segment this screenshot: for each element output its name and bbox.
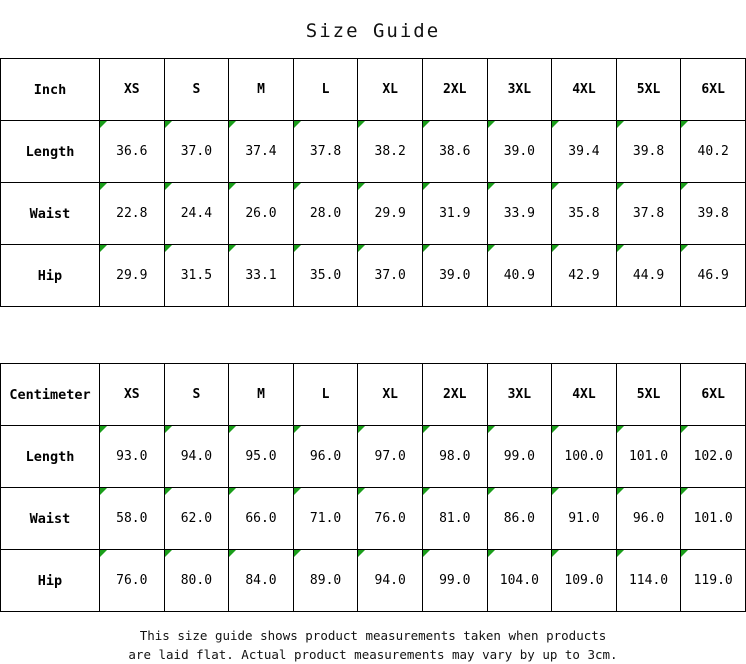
table-cell: 76.0 bbox=[100, 550, 165, 612]
table-cell: 29.9 bbox=[100, 245, 165, 307]
table-cell: 94.0 bbox=[358, 550, 423, 612]
table-cell: 37.0 bbox=[164, 121, 229, 183]
table-cell: 86.0 bbox=[487, 488, 552, 550]
table-cell: 58.0 bbox=[100, 488, 165, 550]
table-cell: 96.0 bbox=[293, 426, 358, 488]
table-cell: 101.0 bbox=[681, 488, 746, 550]
table-cell: 84.0 bbox=[229, 550, 294, 612]
table-cell: 100.0 bbox=[552, 426, 617, 488]
table-row bbox=[1, 550, 746, 612]
table-cell: 24.4 bbox=[164, 183, 229, 245]
table-cell: 101.0 bbox=[616, 426, 681, 488]
table-cell: 28.0 bbox=[293, 183, 358, 245]
table-cell: 102.0 bbox=[681, 426, 746, 488]
table-cell: 46.9 bbox=[681, 245, 746, 307]
table-cell: 42.9 bbox=[552, 245, 617, 307]
table-cell: 114.0 bbox=[616, 550, 681, 612]
table-cell: 44.9 bbox=[616, 245, 681, 307]
table-cell: 80.0 bbox=[164, 550, 229, 612]
table-cell: 37.8 bbox=[616, 183, 681, 245]
page-title: Size Guide bbox=[305, 20, 441, 42]
table-cell: 93.0 bbox=[100, 426, 165, 488]
table-cell: 37.0 bbox=[358, 245, 423, 307]
size-table-centimeter bbox=[0, 363, 746, 612]
table-cell: 37.4 bbox=[229, 121, 294, 183]
table-cell: 31.9 bbox=[422, 183, 487, 245]
table-cell: 38.6 bbox=[422, 121, 487, 183]
table-row bbox=[1, 121, 746, 183]
column-header: 6XL bbox=[681, 59, 746, 121]
table-cell: 26.0 bbox=[229, 183, 294, 245]
column-header: M bbox=[229, 59, 294, 121]
row-label: Hip bbox=[1, 550, 100, 612]
table-header-row bbox=[1, 59, 746, 121]
table-cell: 33.9 bbox=[487, 183, 552, 245]
table-cell: 39.0 bbox=[487, 121, 552, 183]
table-header-row bbox=[1, 364, 746, 426]
table-cell: 38.2 bbox=[358, 121, 423, 183]
footer-note bbox=[0, 612, 746, 664]
table-cell: 31.5 bbox=[164, 245, 229, 307]
table-row bbox=[1, 183, 746, 245]
table-cell: 35.0 bbox=[293, 245, 358, 307]
table-cell: 35.8 bbox=[552, 183, 617, 245]
table-cell: 37.8 bbox=[293, 121, 358, 183]
table-cell: 81.0 bbox=[422, 488, 487, 550]
column-header: XS bbox=[100, 364, 165, 426]
column-header: S bbox=[164, 364, 229, 426]
unit-label-inch: Inch bbox=[1, 59, 100, 121]
column-header: M bbox=[229, 364, 294, 426]
row-label: Waist bbox=[1, 183, 100, 245]
table-cell: 104.0 bbox=[487, 550, 552, 612]
table-cell: 71.0 bbox=[293, 488, 358, 550]
table-divider bbox=[0, 307, 746, 363]
table-cell: 62.0 bbox=[164, 488, 229, 550]
column-header: 4XL bbox=[552, 59, 617, 121]
column-header: 5XL bbox=[616, 364, 681, 426]
column-header: 2XL bbox=[422, 364, 487, 426]
column-header: 2XL bbox=[422, 59, 487, 121]
table-cell: 109.0 bbox=[552, 550, 617, 612]
column-header: 3XL bbox=[487, 59, 552, 121]
table-cell: 96.0 bbox=[616, 488, 681, 550]
table-cell: 98.0 bbox=[422, 426, 487, 488]
table-cell: 40.9 bbox=[487, 245, 552, 307]
column-header: XS bbox=[100, 59, 165, 121]
footer-line-2: are laid flat. Actual product measurements may vary by up to 3cm. bbox=[128, 647, 618, 662]
table-cell: 40.2 bbox=[681, 121, 746, 183]
table-cell: 22.8 bbox=[100, 183, 165, 245]
row-label: Hip bbox=[1, 245, 100, 307]
unit-label-centimeter: Centimeter bbox=[1, 364, 100, 426]
column-header: S bbox=[164, 59, 229, 121]
column-header: 4XL bbox=[552, 364, 617, 426]
column-header: XL bbox=[358, 364, 423, 426]
table-row bbox=[1, 488, 746, 550]
table-cell: 99.0 bbox=[422, 550, 487, 612]
table-cell: 119.0 bbox=[681, 550, 746, 612]
column-header: 3XL bbox=[487, 364, 552, 426]
table-cell: 36.6 bbox=[100, 121, 165, 183]
table-row bbox=[1, 245, 746, 307]
column-header: 5XL bbox=[616, 59, 681, 121]
table-row bbox=[1, 426, 746, 488]
table-cell: 99.0 bbox=[487, 426, 552, 488]
table-cell: 39.4 bbox=[552, 121, 617, 183]
row-label: Length bbox=[1, 426, 100, 488]
table-cell: 94.0 bbox=[164, 426, 229, 488]
footer-line-1: This size guide shows product measurements taken when products bbox=[139, 628, 607, 643]
row-label: Length bbox=[1, 121, 100, 183]
size-table-inch bbox=[0, 58, 746, 307]
table-cell: 29.9 bbox=[358, 183, 423, 245]
table-cell: 91.0 bbox=[552, 488, 617, 550]
column-header: L bbox=[293, 364, 358, 426]
column-header: XL bbox=[358, 59, 423, 121]
table-cell: 66.0 bbox=[229, 488, 294, 550]
table-cell: 39.0 bbox=[422, 245, 487, 307]
table-cell: 76.0 bbox=[358, 488, 423, 550]
column-header: L bbox=[293, 59, 358, 121]
column-header: 6XL bbox=[681, 364, 746, 426]
table-cell: 97.0 bbox=[358, 426, 423, 488]
row-label: Waist bbox=[1, 488, 100, 550]
table-cell: 89.0 bbox=[293, 550, 358, 612]
table-cell: 39.8 bbox=[616, 121, 681, 183]
table-cell: 95.0 bbox=[229, 426, 294, 488]
table-cell: 39.8 bbox=[681, 183, 746, 245]
table-cell: 33.1 bbox=[229, 245, 294, 307]
